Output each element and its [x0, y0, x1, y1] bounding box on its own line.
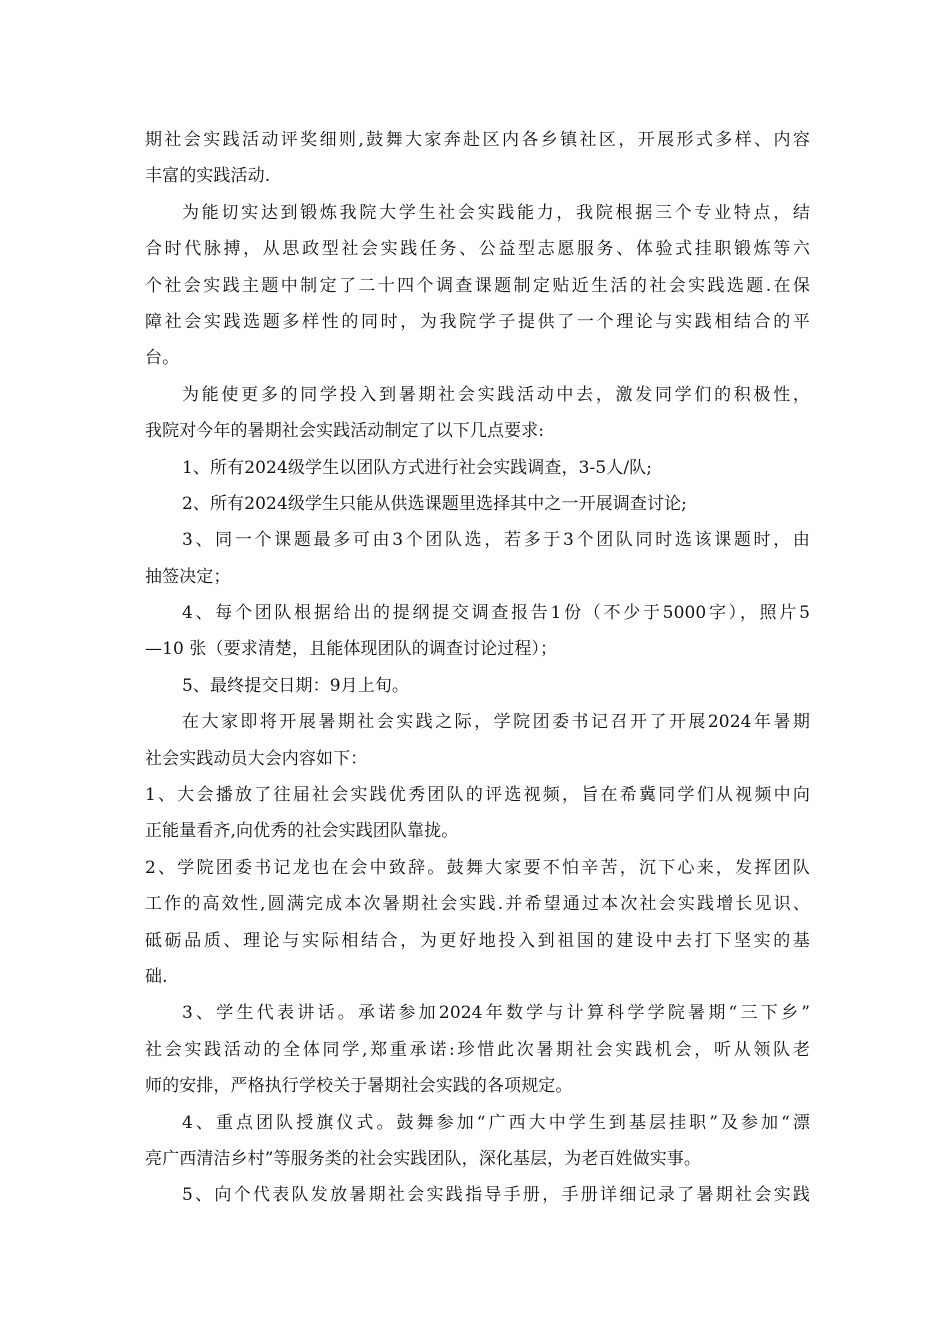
text-line: 为能切实达到锻炼我院大学生社会实践能力，我院根据三个专业特点，结: [182, 202, 810, 223]
text-line: 础.: [145, 966, 168, 987]
text-line: 亮广西清洁乡村”等服务类的社会实践团队，深化基层，为老百姓做实事。: [145, 1148, 701, 1169]
text-line: 1、大会播放了往届社会实践优秀团队的评选视频，旨在希冀同学们从视频中向: [145, 785, 810, 806]
text-line: 我院对今年的暑期社会实践活动制定了以下几点要求:: [145, 421, 545, 442]
text-line: 1、所有2024级学生以团队方式进行社会实践调查，3-5人/队;: [182, 457, 653, 478]
text-line: 2、所有2024级学生只能从供选课题里选择其中之一开展调查讨论;: [182, 493, 688, 514]
text-line: 期社会实践活动评奖细则,鼓舞大家奔赴区内各乡镇社区，开展形式多样、内容: [145, 130, 810, 150]
text-line: 社会实践动员大会内容如下：: [145, 748, 368, 769]
text-line: 5、向个代表队发放暑期社会实践指导手册，手册详细记录了暑期社会实践: [182, 1185, 810, 1206]
text-line: 为能使更多的同学投入到暑期社会实践活动中去，激发同学们的积极性，: [182, 384, 810, 405]
text-line: 师的安排，严格执行学校关于暑期社会实践的各项规定。: [145, 1076, 573, 1097]
text-line: 4、每个团队根据给出的提纲提交调查报告1份（不少于5000字），照片5: [182, 603, 810, 624]
text-line: 合时代脉搏，从思政型社会实践任务、公益型志愿服务、体验式挂职锻炼等六: [145, 239, 810, 260]
document-body: [145, 122, 810, 1214]
text-line: 正能量看齐,向优秀的社会实践团队靠拢。: [145, 821, 459, 842]
text-line: 抽签决定；: [145, 566, 231, 587]
text-line: 3、学生代表讲话。承诺参加2024年数学与计算科学学院暑期“三下乡”: [182, 1003, 810, 1024]
text-line: 5、最终提交日期：9月上旬。: [182, 675, 410, 696]
text-line: 个社会实践主题中制定了二十四个调查课题制定贴近生活的社会实践选题.在保: [145, 275, 810, 296]
text-line: 工作的高效性,圆满完成本次暑期社会实践.并希望通过本次社会实践增长见识、: [145, 894, 810, 915]
text-line: 3、同一个课题最多可由3个团队选，若多于3个团队同时选该课题时，由: [182, 530, 810, 551]
text-line: 社会实践活动的全体同学,郑重承诺:珍惜此次暑期社会实践机会，听从领队老: [145, 1039, 810, 1060]
text-line: 在大家即将开展暑期社会实践之际，学院团委书记召开了开展2024年暑期: [182, 712, 810, 733]
text-line: —10 张（要求清楚，且能体现团队的调查讨论过程）；: [145, 639, 558, 660]
text-line: 丰富的实践活动.: [145, 166, 271, 187]
text-line: 台。: [145, 348, 180, 369]
text-line: 砥砺品质、理论与实际相结合，为更好地投入到祖国的建设中去打下坚实的基: [145, 930, 810, 951]
text-line: 障社会实践选题多样性的同时，为我院学子提供了一个理论与实践相结合的平: [145, 311, 810, 332]
text-line: 2、学院团委书记龙也在会中致辞。鼓舞大家要不怕辛苦，沉下心来，发挥团队: [145, 857, 810, 878]
text-line: 4、重点团队授旗仪式。鼓舞参加“广西大中学生到基层挂职”及参加“漂: [182, 1112, 810, 1133]
